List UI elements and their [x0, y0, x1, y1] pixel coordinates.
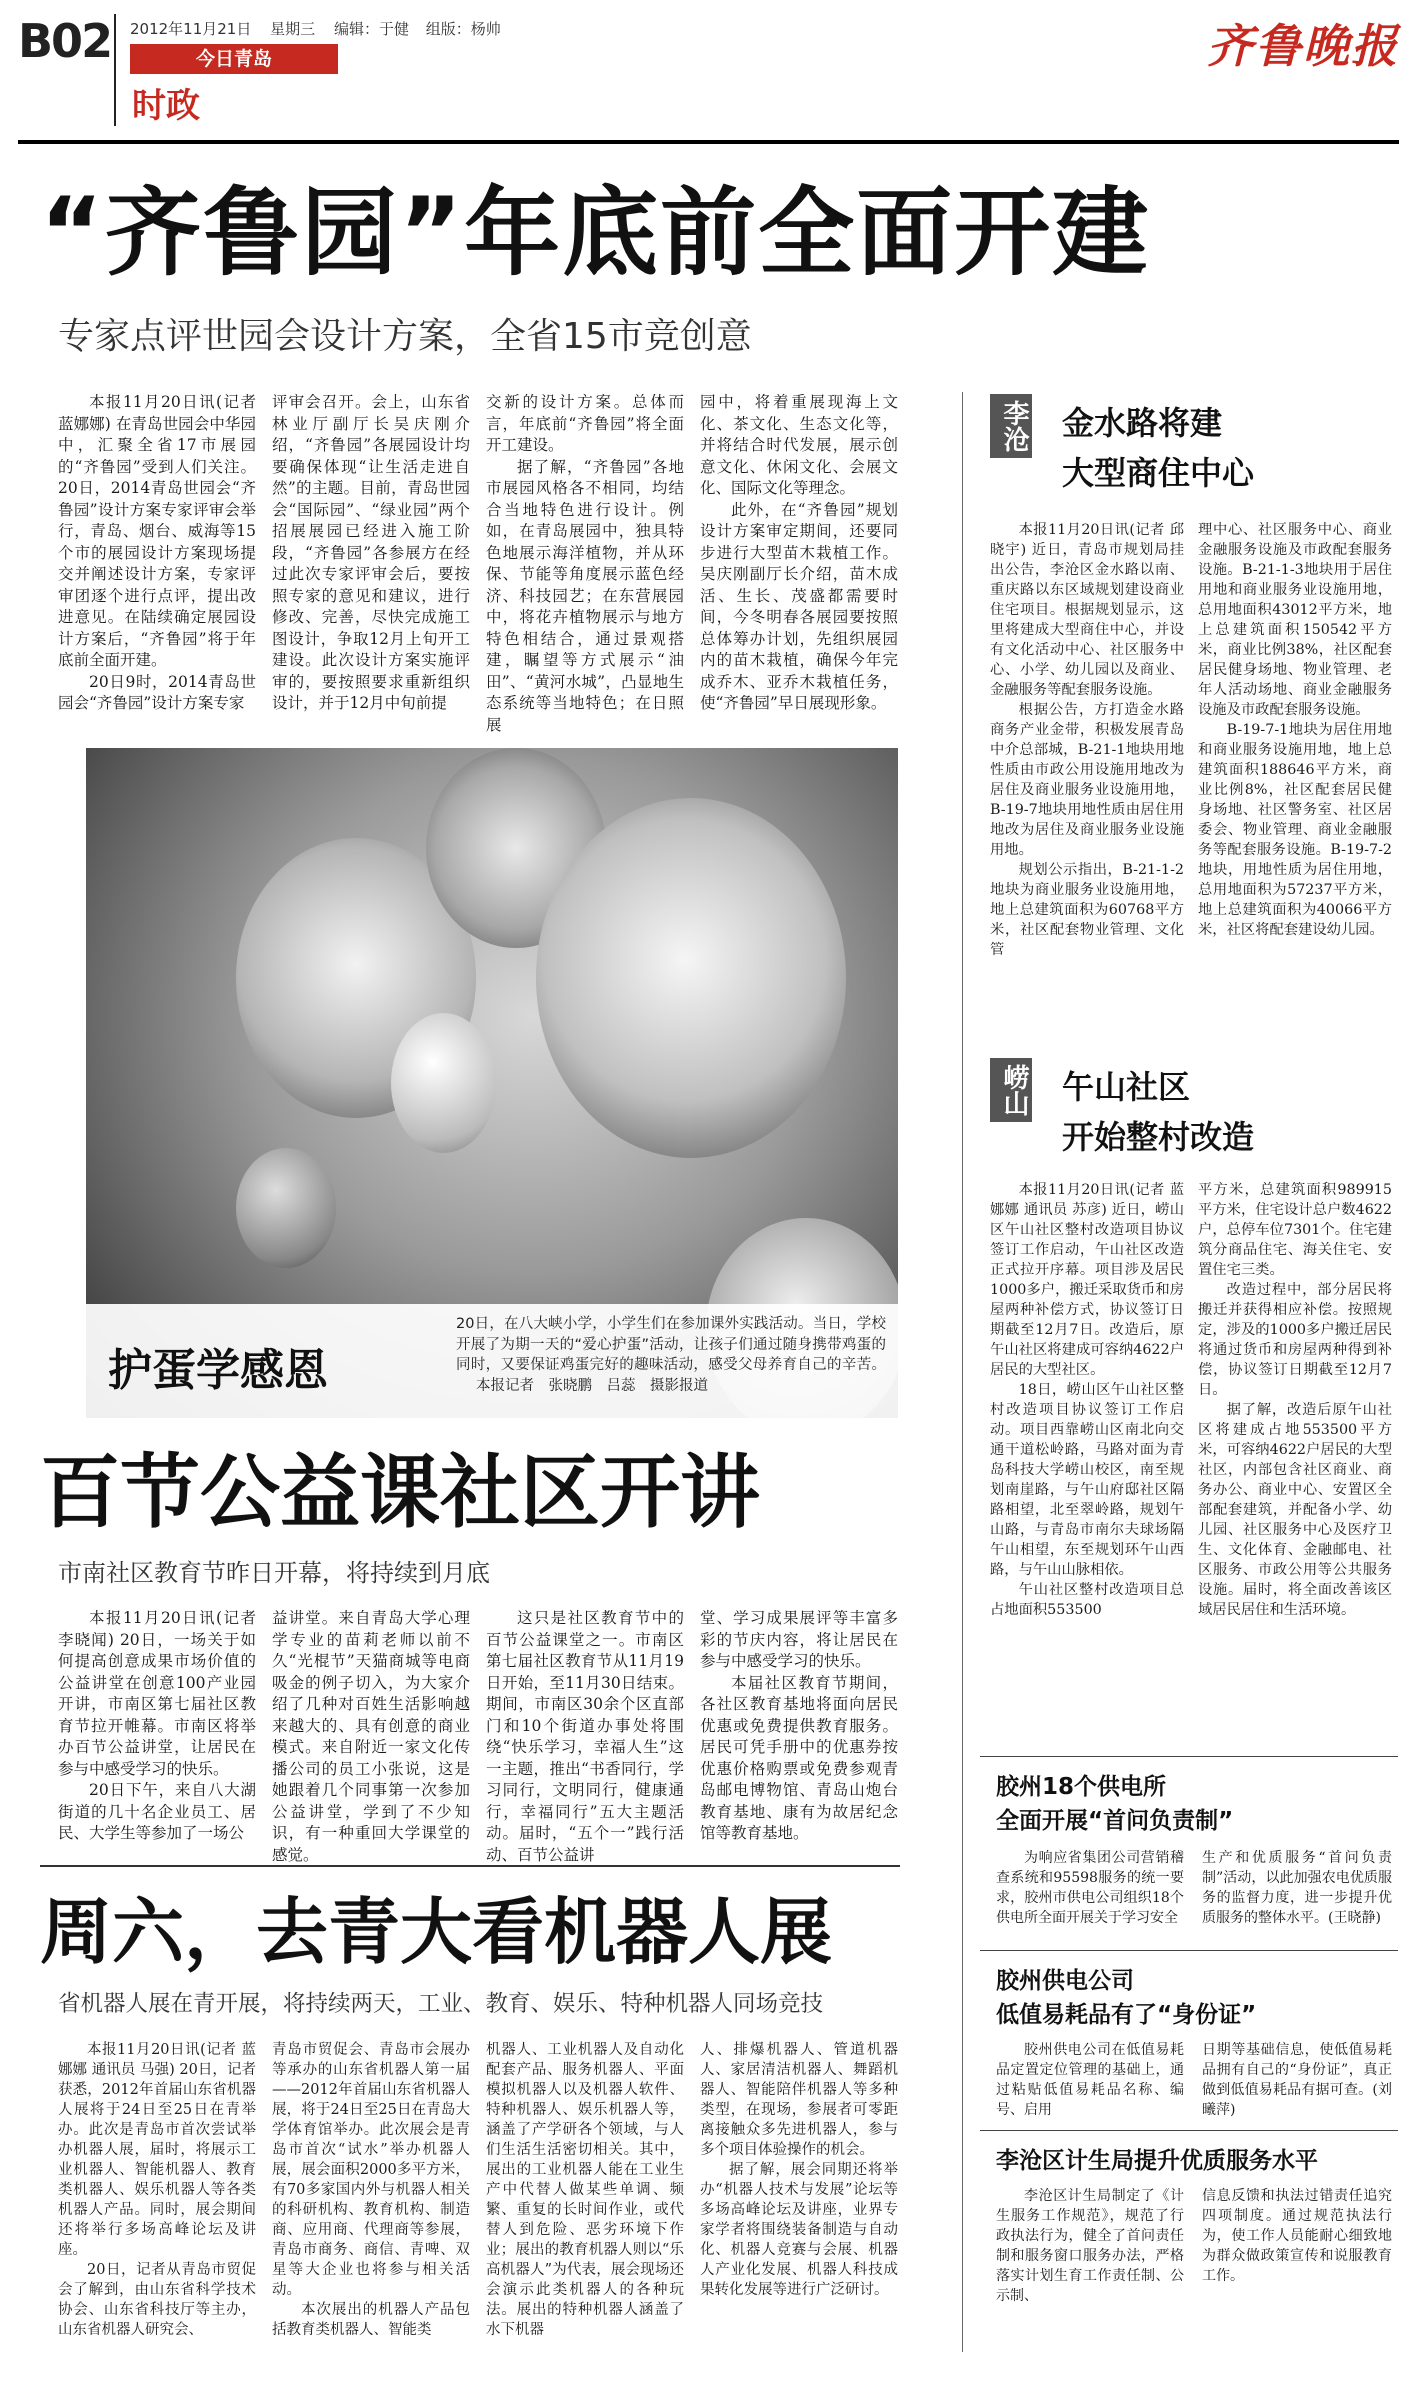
class-col-4: [700, 1608, 898, 1845]
paragraph: 20日下午，来自八大湖街道的几十名企业员工、居民、大学生等参加了一场公: [58, 1781, 256, 1842]
paragraph: 此外，在“齐鲁园”规划设计方案审定期间，还要同步进行大型苗木栽植工作。吴庆刚副厅长介绍，苗木成活、生长、茂盛都需要时间，今冬明春各展园要按照总体筹办计划，先组织展园内的苗木栽植，确保今年完成乔木、亚乔木栽植任务，使“齐鲁园”早日展现形象。: [700, 500, 898, 712]
brief-divider: [980, 1756, 1398, 1757]
paragraph: 李沧区计生局制定了《计生服务工作规范》，规范了行政执法行为，健全了首问责任制和服务窗口服务办法，严格落实计划生育工作责任制、公示制、: [996, 2188, 1184, 2304]
banner-label: [130, 44, 338, 74]
paragraph: 益讲堂。来自青岛大学心理学专业的苗莉老师以前不久“光棍节”天猫商城等电商吸金的例子切入，为大家介绍了几种对百姓生活影响越来越大的、具有创意的商业模式。来自附近一家文化传播公司的员工小张说，这是她跟着几个同事第一次参加公益讲堂，学到了不少知识，有一种重回大学课堂的感觉。: [272, 1609, 470, 1864]
paragraph: 本报11月20日讯(记者 蓝娜娜 通讯员 苏彦) 近日，崂山区午山社区整村改造项目协议签订工作启动，午山社区改造正式拉开序幕。项目涉及居民1000多户，搬迁采取货币和房屋两种补偿方式，协议签订日期截至12月7日。改造后，原午山社区将建成可容纳4622户居民的大型社区。: [990, 1182, 1184, 1378]
paragraph: 青岛市贸促会、青岛市会展办等承办的山东省机器人第一届——2012年首届山东省机器人展，将于24日至25日在青岛大学体育馆举办。此次展会是青岛市首次“试水”举办机器人展，展会面积2000多平方米，有70多家国内外与机器人相关的科研机构、教育机构、制造商、应用商、代理商等参展，青岛市商务、商信、青啤、双星等大企业也将参与相关活动。: [272, 2042, 470, 2298]
brief1-headline-2: 全面开展“首问负责制”: [996, 1808, 1234, 1834]
robot-col-4: [700, 2040, 898, 2300]
robot-headline: 周六，去青大看机器人展: [40, 1890, 833, 1974]
district-tag-laoshan: 崂山: [990, 1058, 1032, 1122]
paragraph: 午山社区整村改造项目总占地面积553500: [990, 1582, 1184, 1618]
jinshui-headline-2: 大型商住中心: [1062, 454, 1255, 492]
brief3-headline: 李沧区计生局提升优质服务水平: [996, 2148, 1318, 2174]
lead-col-3: [486, 392, 684, 736]
brief-divider: [980, 2130, 1398, 2131]
jinshui-col-1: [990, 520, 1184, 960]
paragraph: 堂、学习成果展评等丰富多彩的节庆内容，将让居民在参与中感受学习的快乐。: [700, 1609, 898, 1670]
photo-egg: [391, 1013, 496, 1153]
robot-col-2: [272, 2040, 470, 2340]
right-column-divider: [962, 392, 963, 2352]
paragraph: 规划公示指出，B-21-1-2地块为商业服务业设施用地，地上总建筑面积为60768平方米，社区配套物业管理、文化管: [990, 862, 1184, 958]
paragraph: 信息反馈和执法过错责任追究四项制度。通过规范执法行为，使工作人员能耐心细致地为群众做政策宣传和说服教育工作。: [1202, 2188, 1392, 2284]
lead-col-2: [272, 392, 470, 715]
paragraph: 胶州供电公司在低值易耗品定置定位管理的基础上，通过粘贴低值易耗品名称、编号、启用: [996, 2042, 1184, 2118]
paragraph: 据了解，展会同期还将举办“机器人技术与发展”论坛等多场高峰论坛及讲座，业界专家学者将围绕装备制造与自动化、机器人竞赛与会展、机器人产业化发展、机器人科技成果转化发展等进行广泛研讨。: [700, 2162, 898, 2298]
paragraph: 本报11月20日讯(记者 蓝娜娜 通讯员 马强) 20日，记者获悉，2012年首届山东省机器人展将于24日至25日在青举办。此次是青岛市首次尝试举办机器人展，届时，将展示工业机器人、智能机器人、教育类机器人、娱乐机器人等各类机器人产品。同时，展会期间还将举行多场高峰论坛及讲座。: [58, 2042, 256, 2258]
paragraph: 据了解，改造后原午山社区将建成占地553500平方米，可容纳4622户居民的大型社区，内部包含社区商业、商务办公、商业中心、安置区全部配套建筑，并配备小学、幼儿园、社区服务中心及医疗卫生、文化体育、金融邮电、社区服务、市政公用等公共服务设施。届时，将全面改善该区域居民居住和生活环境。: [1198, 1402, 1392, 1618]
page-number: B02: [18, 14, 112, 68]
wushan-col-2: [1198, 1180, 1392, 1620]
paragraph: 本届社区教育节期间，各社区教育基地将面向居民优惠或免费提供教育服务。居民可凭手册中的优惠券按优惠价格购票或免费参观青岛邮电博物馆、青岛山炮台教育基地、康有为故居纪念馆等教育基地。: [700, 1673, 898, 1842]
paragraph: 理中心、社区服务中心、商业金融服务设施及市政配套服务设施。B-21-1-3地块用于居住用地和商业服务业设施用地，总用地面积43012平方米，地上总建筑面积150542平方米，商业比例38%，社区配套居民健身场地、物业管理、老年人活动场地、商业金融服务设施及市政配套服务设施。: [1198, 522, 1392, 718]
section-divider: [40, 1865, 900, 1867]
brief3-col-2: [1202, 2186, 1392, 2286]
date: 2012年11月21日: [130, 20, 252, 38]
paragraph: 交新的设计方案。总体而言，年底前“齐鲁园”将全面开工建设。: [486, 393, 684, 454]
paragraph: 生产和优质服务“首问负责制”活动，以此加强农电优质服务的监督力度，进一步提升优质服务的整体水平。(王晓静): [1202, 1850, 1392, 1926]
jinshui-col-2: [1198, 520, 1392, 940]
paragraph: 20日，记者从青岛市贸促会了解到，由山东省科学技术协会、山东省科技厅等主办，山东省机器人研究会、: [58, 2262, 256, 2338]
photo-child-right: [536, 798, 846, 1158]
section-title: 时政: [132, 86, 200, 126]
news-photo: [86, 748, 898, 1418]
robot-col-1: [58, 2040, 256, 2340]
paper-logo: 齐鲁晚报: [1207, 19, 1399, 73]
lead-subhead: 专家点评世园会设计方案，全省15市竞创意: [58, 316, 752, 357]
paragraph: 据了解，“齐鲁园”各地市展园风格各不相同，均结合当地特色进行设计。例如，在青岛展园中，独具特色地展示海洋植物，并从环保、节能等角度展示蓝色经济、科技园艺；在东营展园中，将花卉植物展示与地方特色相结合，通过景观搭建，瞩望等方式展示“油田”、“黄河水城”，凸显地生态系统等当地特色；在日照展: [486, 457, 684, 734]
paragraph: 本次展出的机器人产品包括教育类机器人、智能类: [272, 2302, 470, 2338]
robot-col-3: [486, 2040, 684, 2340]
paragraph: 根据公告，方打造金水路商务产业金带，积极发展青岛中介总部城，B-21-1地块用地性质由市政公用设施用地改为居住及商业服务业设施用地，B-19-7地块用地性质由居住用地改为居住及商业服务业设施用地。: [990, 702, 1184, 858]
lead-col-4: [700, 392, 898, 715]
class-headline: 百节公益课社区开讲: [40, 1446, 760, 1539]
brief1-col-2: [1202, 1848, 1392, 1928]
paragraph: 本报11月20日讯(记者 蓝娜娜) 在青岛世园会中华园中，汇聚全省17市展园的“齐鲁园”受到人们关注。20日，2014青岛世园会“齐鲁园”设计方案专家评审会举行，青岛、烟台、威海等15个市的展园设计方案现场提交并阐述设计方案，专家评审团逐个进行点评，提出改进意见。在陆续确定展园设计方案后，“齐鲁园”将于年底前全面开建。: [58, 393, 256, 669]
brief1-headline-1: 胶州18个供电所: [996, 1774, 1167, 1800]
brief-divider: [980, 1950, 1398, 1951]
wushan-headline-2: 开始整村改造: [1062, 1118, 1255, 1156]
top-rule: [18, 140, 1399, 144]
paragraph: 本报11月20日讯(记者 邱晓宇) 近日，青岛市规划局挂出公告，李沧区金水路以南、重庆路以东区域规划建设商业住宅项目。根据规划显示，这里将建成大型商住中心，并设有文化活动中心、社区服务中心、小学、幼儿园以及商业、金融服务等配套服务设施。: [990, 522, 1184, 698]
paragraph: 人、排爆机器人、管道机器人、家居清洁机器人、舞蹈机器人、智能陪伴机器人等多种类型，在现场，参展者可零距离接触众多先进机器人，参与多个项目体验操作的机会。: [700, 2042, 898, 2158]
paragraph: 平方米，总建筑面积989915平方米，住宅设计总户数4622户，总停车位7301个。住宅建筑分商品住宅、海关住宅、安置住宅三类。: [1198, 1182, 1392, 1278]
editor: 编辑：于健: [333, 20, 409, 38]
header-divider: [114, 14, 116, 126]
photo-credit: 本报记者 张晓鹏 吕蕊 摄影报道: [476, 1377, 708, 1394]
brief2-col-2: [1202, 2040, 1392, 2120]
paragraph: 日期等基础信息，使低值易耗品拥有自己的“身份证”，真正做到低值易耗品有据可查。(刘曦萍): [1202, 2042, 1392, 2118]
paragraph: 为响应省集团公司营销稽查系统和95598服务的统一要求，胶州市供电公司组织18个供电所全面开展关于学习安全: [996, 1850, 1184, 1926]
brief2-headline-2: 低值易耗品有了“身份证”: [996, 2002, 1257, 2028]
designer: 组版：杨帅: [425, 20, 501, 38]
brief1-col-1: [996, 1848, 1184, 1928]
paragraph: 本报11月20日讯(记者 李晓闻) 20日，一场关于如何提高创意成果市场价值的公益讲堂在创意100产业园开讲，市南区第七届社区教育节拉开帷幕。市南区将举办百节公益讲堂，让居民在参与中感受学习的快乐。: [58, 1609, 256, 1778]
paragraph: 机器人、工业机器人及自动化配套产品、服务机器人、平面模拟机器人以及机器人软件、特种机器人、娱乐机器人等，涵盖了产学研各个领域，与人们生活生活密切相关。其中，展出的工业机器人能在工业生产中代替人做某些单调、频繁、重复的长时间作业，或代替人到危险、恶劣环境下作业；展出的教育机器人则以“乐高机器人”为代表，展会现场还会演示此类机器人的各种玩法。展出的特种机器人涵盖了水下机器: [486, 2042, 684, 2338]
weekday: 星期三: [270, 20, 316, 38]
class-col-2: [272, 1608, 470, 1866]
paragraph: 园中，将着重展现海上文化、茶文化、生态文化等，并将结合时代发展，展示创意文化、休闲文化、会展文化、国际文化等理念。: [700, 393, 898, 497]
brief2-headline-1: 胶州供电公司: [996, 1968, 1134, 1994]
jinshui-headline-1: 金水路将建: [1062, 404, 1223, 442]
brief3-col-1: [996, 2186, 1184, 2306]
paragraph: 评审会召开。会上，山东省林业厅副厅长吴庆刚介绍，“齐鲁园”各展园设计均要确保体现“让生活走进自然”的主题。目前，青岛世园会“国际园”、“绿业园”两个招展展园已经进入施工阶段，“齐鲁园”各参展方在经过此次专家评审会后，要按照专家的意见和建议，进行修改、完善，尽快完成施工图设计，争取12月上旬开工建设。此次设计方案实施评审的，要按照要求重新组织设计，并于12月中旬前提: [272, 393, 470, 712]
wushan-col-1: [990, 1180, 1184, 1620]
lead-headline: “齐鲁园”年底前全面开建: [40, 177, 1151, 289]
paragraph: B-19-7-1地块为居住用地和商业服务设施用地，地上总建筑面积188646平方米，商业比例8%，社区配套居民健身场地、社区警务室、社区居委会、物业管理、商业金融服务等配套服务设施。B-19-7-2地块，用地性质为居住用地，总用地面积为57237平方米，地上总建筑面积为40066平方米，社区将配套建设幼儿园。: [1198, 722, 1392, 938]
paragraph: 18日，崂山区午山社区整村改造项目协议签订工作启动。项目西靠崂山区南北向交通干道松岭路，马路对面为青岛科技大学崂山校区，南至规划南崖路，与午山府邸社区隔路相望，北至翠岭路，规划午山路，与青岛市南尔夫球场隔午山相望，东至规划环午山西路，与午山山脉相依。: [990, 1382, 1184, 1578]
caption-text: 20日，在八大峡小学，小学生们在参加课外实践活动。当日，学校开展了为期一天的“爱心护蛋”活动，让孩子们通过随身携带鸡蛋的同时，又要保证鸡蛋完好的趣味活动，感受父母养育自己的辛苦。: [456, 1316, 886, 1373]
lead-col-1: [58, 392, 256, 715]
brief2-col-1: [996, 2040, 1184, 2120]
class-subhead: 市南社区教育节昨日开幕，将持续到月底: [58, 1559, 490, 1587]
photo-egg: [236, 1148, 336, 1268]
class-col-1: [58, 1608, 256, 1845]
date-line: [130, 18, 501, 39]
paragraph: 这只是社区教育节中的百节公益课堂之一。市南区第七届社区教育节从11月19日开始，至11月30日结束。期间，市南区30余个区直部门和10个街道办事处将围绕“快乐学习，幸福人生”这一主题，推出“书香同行，学习同行，文明同行，健康通行，幸福同行”五大主题活动。届时，“五个一”践行活动、百节公益讲: [486, 1609, 684, 1864]
class-col-3: [486, 1608, 684, 1866]
district-tag-licang: 李沧: [990, 394, 1032, 458]
banner-text: 今日青岛: [195, 48, 272, 70]
photo-caption: [456, 1314, 886, 1396]
robot-subhead: 省机器人展在青开展，将持续两天，工业、教育、娱乐、特种机器人同场竞技: [58, 1991, 824, 2017]
photo-title: 护蛋学感恩: [108, 1345, 328, 1396]
paragraph: 改造过程中，部分居民将搬迁并获得相应补偿。按照规定，涉及的1000多户搬迁居民将通过货币和房屋两种得到补偿，协议签订日期截至12月7日。: [1198, 1282, 1392, 1398]
wushan-headline-1: 午山社区: [1062, 1068, 1191, 1106]
paragraph: 20日9时，2014青岛世园会“齐鲁园”设计方案专家: [58, 672, 256, 712]
